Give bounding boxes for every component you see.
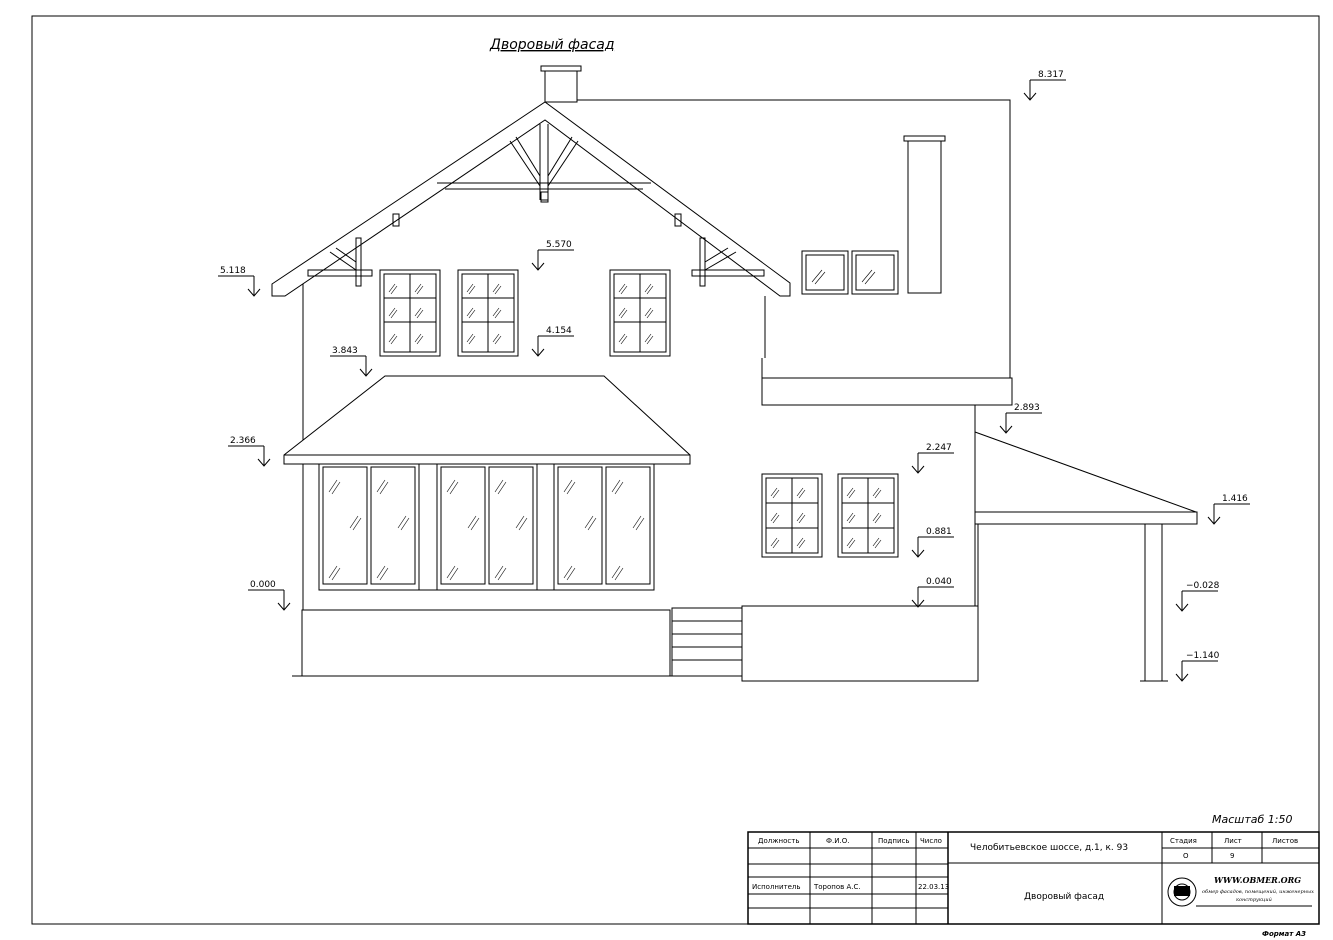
logo-title: WWW.OBMER.ORG <box>1214 875 1302 885</box>
elevation-label: 4.154 <box>546 326 572 336</box>
porch-windows <box>319 464 654 590</box>
elevation-label: 1.416 <box>1222 494 1248 504</box>
logo-line1: обмер фасадов, помещений, инженерных <box>1202 889 1314 895</box>
porch-roof <box>284 376 690 464</box>
entrance-steps <box>672 608 742 676</box>
executor-name: Торопов А.С. <box>814 883 861 891</box>
col-signature: Подпись <box>878 837 910 845</box>
elevation-label: 2.366 <box>230 436 256 446</box>
elevation-label: 3.843 <box>332 346 358 356</box>
elevation-mark-0881 <box>912 527 954 557</box>
sheet-frame <box>32 16 1319 924</box>
elevation-mark-0000 <box>248 580 290 610</box>
elevation-mark-m1140 <box>1176 651 1220 681</box>
format-label: Формат А3 <box>1262 930 1306 938</box>
elevation-label: 5.118 <box>220 266 246 276</box>
elevation-mark-5118 <box>218 266 260 296</box>
sheets-label: Листов <box>1272 837 1299 845</box>
elevation-mark-m0028 <box>1176 581 1220 611</box>
stage-label: Стадия <box>1170 837 1197 845</box>
elevation-mark-3843 <box>330 346 372 376</box>
elevation-mark-8317 <box>1024 70 1066 100</box>
address: Челобитьевское шоссе, д.1, к. 93 <box>970 843 1129 853</box>
elevation-mark-4154 <box>532 326 574 356</box>
drawing-title: Дворовый фасад <box>490 37 615 53</box>
elevation-marks <box>218 70 1250 681</box>
elevation-label: 8.317 <box>1038 70 1064 80</box>
sheet-title: Дворовый фасад <box>1024 892 1105 902</box>
title-block <box>748 832 1319 924</box>
elevation-label: 0.881 <box>926 527 952 537</box>
elevation-label: 0.040 <box>926 577 952 587</box>
role-executor: Исполнитель <box>752 883 801 891</box>
sheet-label: Лист <box>1224 837 1242 845</box>
gable-roof <box>272 102 790 296</box>
elevation-mark-2893 <box>1000 403 1042 433</box>
col-name: Ф.И.О. <box>826 837 850 845</box>
stage-value: О <box>1183 852 1189 860</box>
elevation-label: 5.570 <box>546 240 572 250</box>
elevation-mark-2247 <box>912 443 954 473</box>
col-position: Должность <box>758 837 800 845</box>
elevation-mark-5570 <box>532 240 574 270</box>
date-value: 22.03.13 <box>918 883 950 891</box>
elevation-mark-2366 <box>228 436 270 466</box>
col-date: Число <box>920 837 942 845</box>
elevation-mark-1416 <box>1208 494 1250 524</box>
elevation-label: −1.140 <box>1186 651 1220 661</box>
logo <box>1168 875 1314 906</box>
elevation-label: 0.000 <box>250 580 276 590</box>
logo-line2: конструкций <box>1236 897 1272 903</box>
annex <box>975 432 1197 681</box>
house-elevation <box>272 66 1197 681</box>
upper-windows <box>380 251 898 356</box>
scale-label: Масштаб 1:50 <box>1212 813 1293 826</box>
chimney-right <box>908 140 941 293</box>
elevation-label: 2.893 <box>1014 403 1040 413</box>
elevation-label: 2.247 <box>926 443 952 453</box>
chimney-main <box>545 70 577 102</box>
elevation-mark-0040 <box>912 577 954 607</box>
elevation-label: −0.028 <box>1186 581 1220 591</box>
sheet-value: 9 <box>1230 852 1235 860</box>
